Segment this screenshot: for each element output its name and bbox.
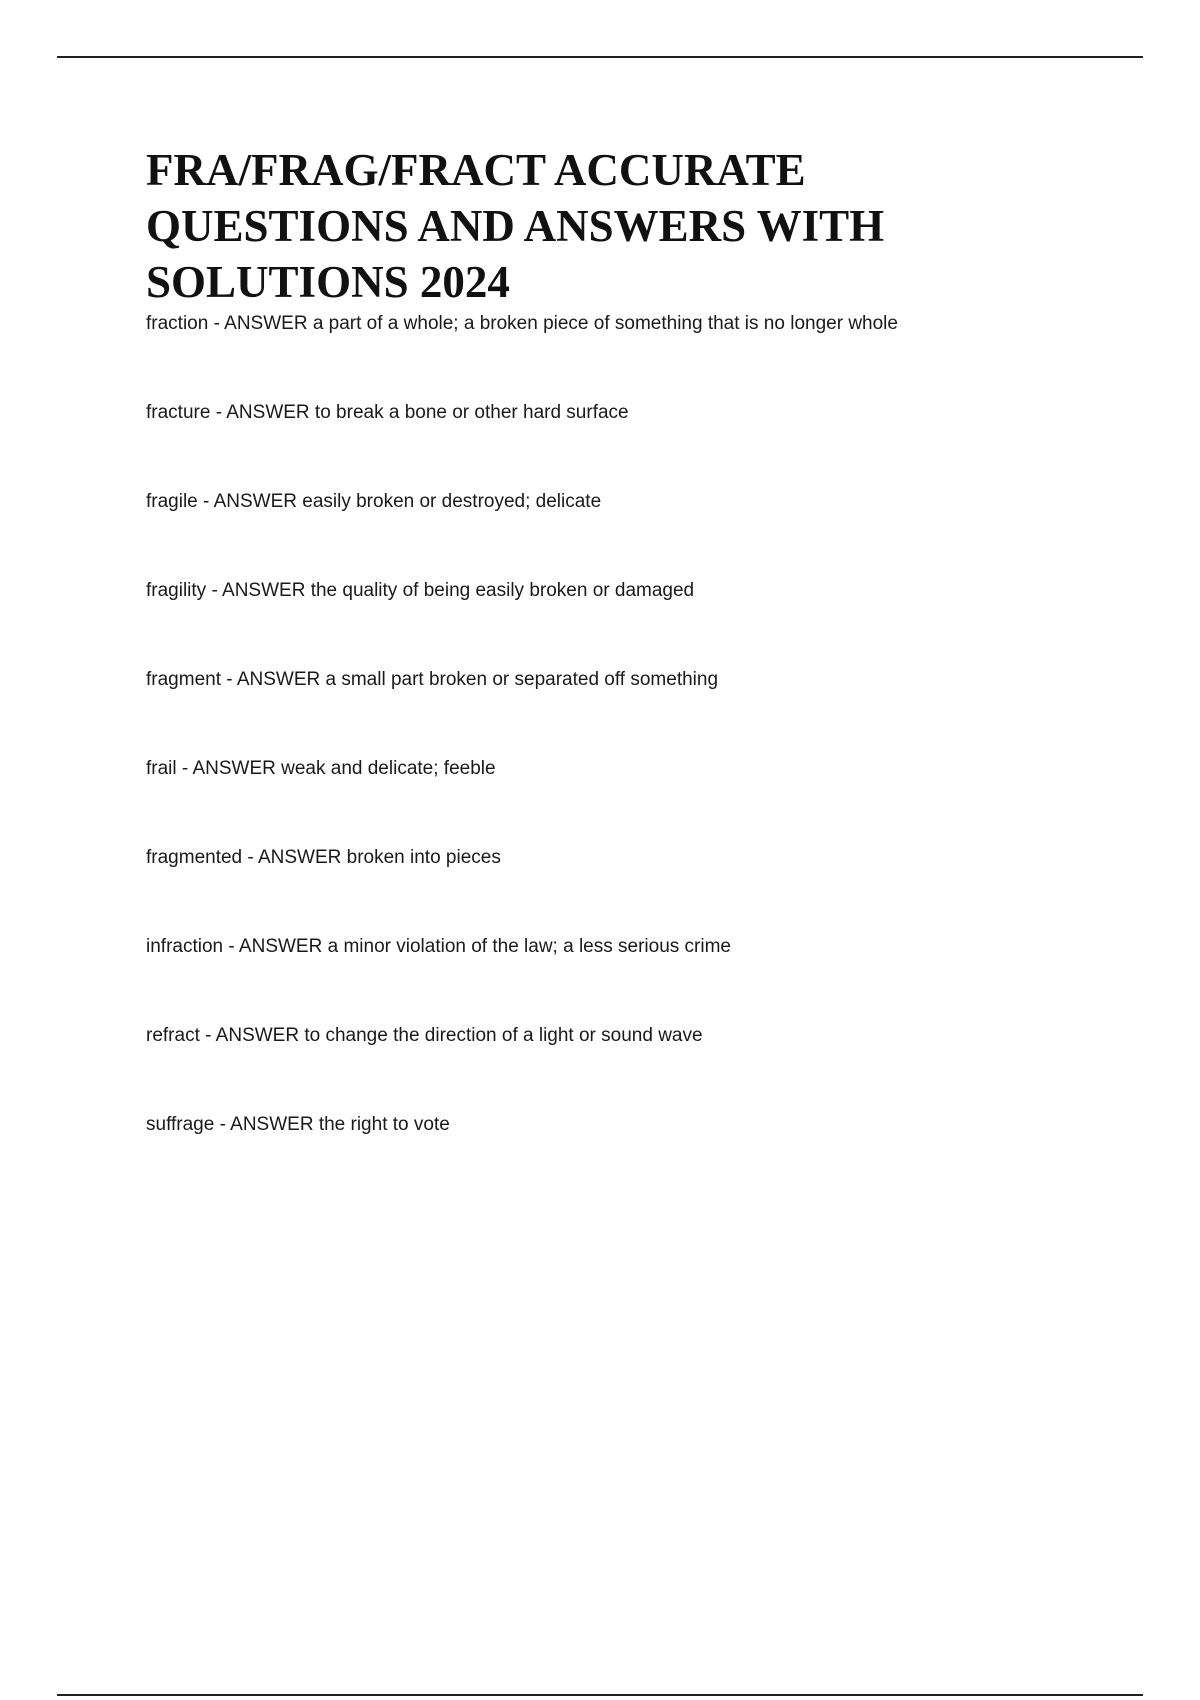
answer-entry: frail - ANSWER weak and delicate; feeble <box>146 758 496 779</box>
title-line: SOLUTIONS 2024 <box>146 257 510 307</box>
answer-entry: fragmented - ANSWER broken into pieces <box>146 847 501 868</box>
title-line: FRA/FRAG/FRACT ACCURATE <box>146 145 806 195</box>
answer-entry: fraction - ANSWER a part of a whole; a broken piece of something that is no longer whole <box>146 313 898 334</box>
answer-entry: suffrage - ANSWER the right to vote <box>146 1114 450 1135</box>
answer-entry: refract - ANSWER to change the direction of a light or sound wave <box>146 1025 703 1046</box>
answer-entry: infraction - ANSWER a minor violation of the law; a less serious crime <box>146 936 731 957</box>
document-body <box>146 142 1106 1202</box>
answer-list <box>146 312 1106 1202</box>
bottom-divider <box>57 1694 1143 1696</box>
answer-entry: fragment - ANSWER a small part broken or separated off something <box>146 669 719 690</box>
top-divider <box>57 56 1143 58</box>
document-title <box>146 142 1106 310</box>
answer-entry: fracture - ANSWER to break a bone or other hard surface <box>146 402 629 423</box>
answer-entry: fragile - ANSWER easily broken or destroyed; delicate <box>146 491 602 512</box>
answer-entry: fragility - ANSWER the quality of being easily broken or damaged <box>146 580 695 601</box>
title-line: QUESTIONS AND ANSWERS WITH <box>146 201 885 251</box>
